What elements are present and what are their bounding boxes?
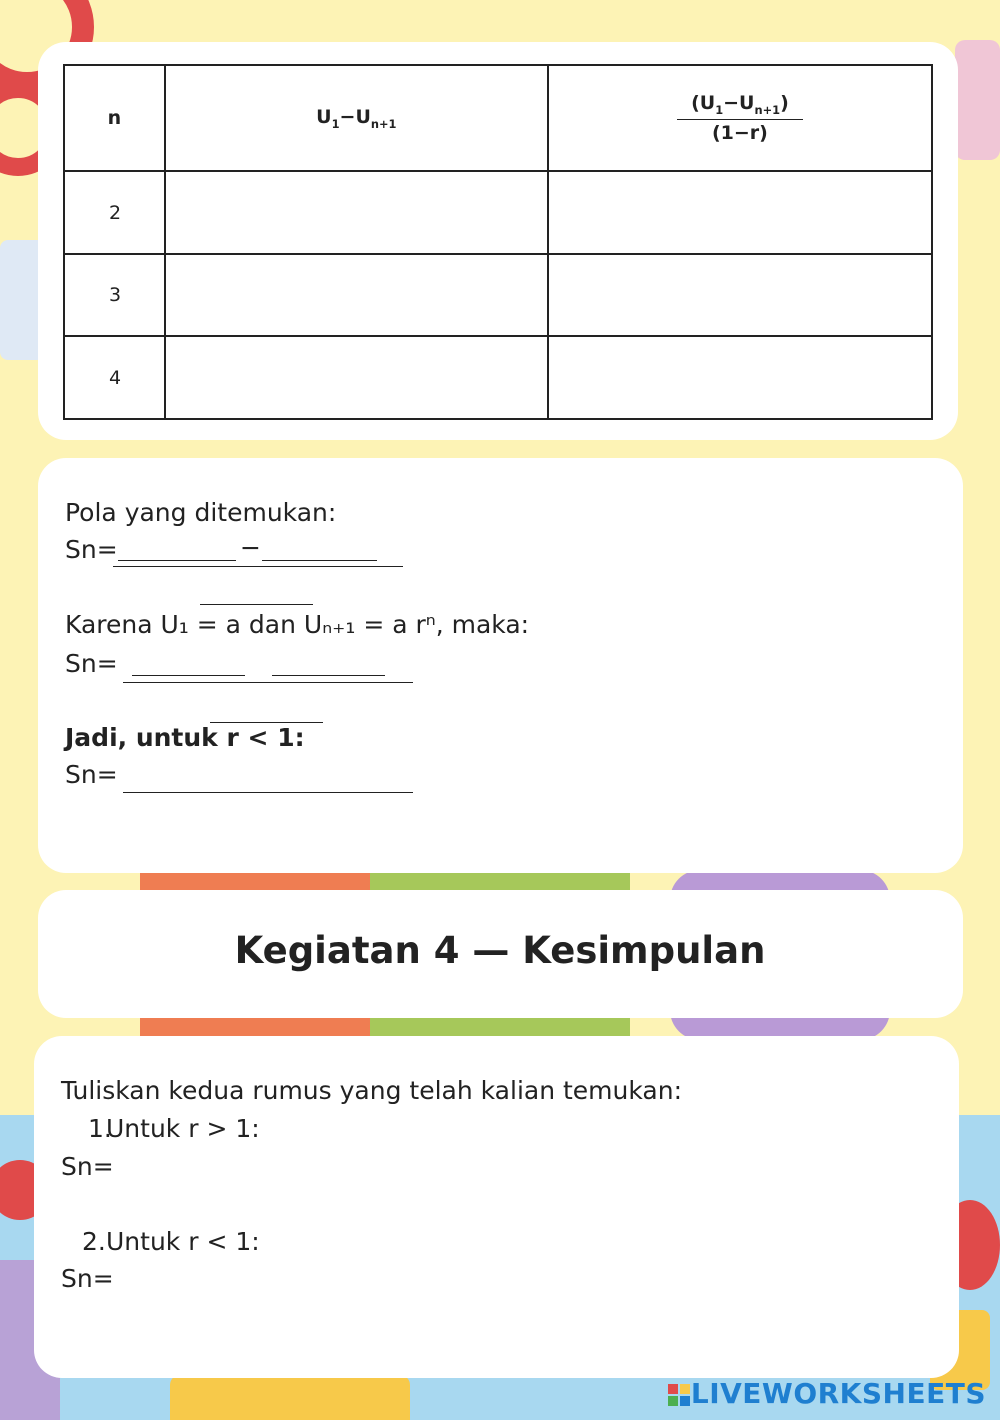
table-row [64,254,932,336]
cell-n: 3 [64,254,165,336]
sn-label-conclusion-1: Sn= [61,1152,114,1181]
answer-field[interactable] [120,1262,520,1298]
answer-blank-denominator[interactable] [200,604,313,605]
liveworksheets-logo [667,1377,986,1410]
fraction-bar [113,566,403,567]
conclusion-intro: Tuliskan kedua rumus yang telah kalian temukan: [61,1076,683,1105]
table-row [64,336,932,419]
list-item-r-less: Untuk r < 1: [106,1227,260,1256]
answer-blank[interactable] [272,675,385,676]
table-header-row [64,65,932,171]
minus-sign: − [240,533,261,562]
answer-cell-difference[interactable] [165,336,548,419]
logo-icon [667,1383,691,1407]
list-number: 2. [82,1227,106,1256]
sn-label-3: Sn= [65,760,118,789]
bag-decoration [170,1375,410,1420]
section-title: Kegiatan 4 — Kesimpulan [234,929,766,972]
jadi-text: Jadi, untuk r < 1: [65,723,305,752]
fraction-numerator: $(U_1-U_{n+1})$ [691,92,789,117]
answer-blank[interactable] [123,792,413,793]
table-row [64,171,932,254]
answer-blank[interactable] [262,560,377,561]
header-fraction [548,65,932,171]
answer-blank[interactable] [132,675,245,676]
logo-text: LIVEWORKSHEETS [690,1377,986,1410]
sn-label-1: Sn= [65,535,118,564]
pattern-table [63,64,933,420]
cell-n: 2 [64,171,165,254]
header-difference: $U_1-U_{n+1}$ [165,65,548,171]
header-n [64,65,165,171]
eraser-decoration [955,40,1000,160]
answer-cell-fraction[interactable] [548,171,932,254]
answer-cell-difference[interactable] [165,171,548,254]
header-fraction-expression [677,92,803,144]
karena-text: Karena U₁ = a dan Uₙ₊₁ = a rⁿ, maka: [65,610,530,639]
list-item-r-greater: Untuk r > 1: [106,1114,260,1143]
fraction-denominator: (1−r) [677,119,803,144]
answer-cell-fraction[interactable] [548,254,932,336]
sn-label-conclusion-2: Sn= [61,1264,114,1293]
answer-cell-difference[interactable] [165,254,548,336]
answer-field[interactable] [120,1150,520,1186]
answer-blank[interactable] [118,560,236,561]
fraction-bar [123,682,413,683]
sn-label-2: Sn= [65,649,118,678]
cell-n: 4 [64,336,165,419]
pattern-heading: Pola yang ditemukan: [65,498,337,527]
answer-cell-fraction[interactable] [548,336,932,419]
header-n-label: n [107,107,122,129]
list-number: 1. [88,1114,112,1143]
